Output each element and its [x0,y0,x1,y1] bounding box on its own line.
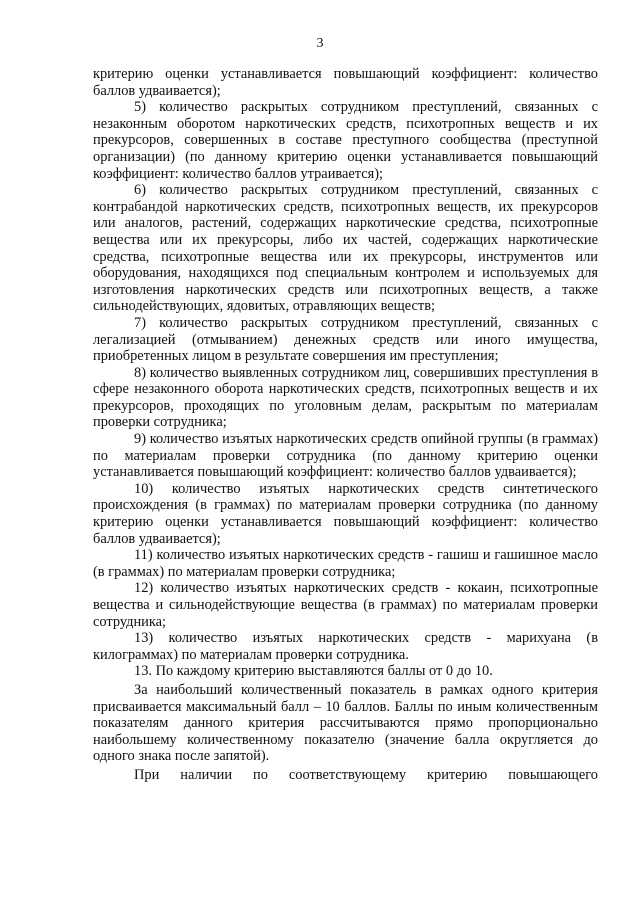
list-item-13: 13) количество изъятых наркотических средств - марихуана (в килограммах) по материалам проверки сотрудника. [93,630,598,663]
list-item-10: 10) количество изъятых наркотических средств синтетического происхождения (в граммах) по материалам проверки сотрудника (по данному критерию оценки устанавливается повышающий коэффициент: количество баллов удваивается); [93,480,598,547]
paragraph-continuation: критерию оценки устанавливается повышающий коэффициент: количество баллов удваивается); [93,66,598,99]
list-item-7: 7) количество раскрытых сотрудником преступлений, связанных с легализацией (отмыванием) денежных средств или иного имущества, приобретенных лицом в результате совершения им преступления; [93,314,598,365]
section-13-heading: 13. По каждому критерию выставляются баллы от 0 до 10. [134,663,493,680]
list-item-11: 11) количество изъятых наркотических средств - гашиш и гашишное масло (в граммах) по материалам проверки сотрудника; [93,547,598,580]
list-item-5: 5) количество раскрытых сотрудником преступлений, связанных с незаконным оборотом наркотических средств, психотропных веществ и их прекурсоров, совершенных в составе преступного сообщества (преступной организации) (по данному критерию оценки устанавливается повышающий коэффициент: количество баллов утраивается); [93,99,598,182]
document-body [93,66,598,784]
paragraph-truncated: При наличии по соответствующему критерию повышающего [134,766,598,783]
list-item-9: 9) количество изъятых наркотических средств опийной группы (в граммах) по материалам проверки сотрудника (по данному критерию оценки устанавливается повышающий коэффициент: количество баллов удваивается); [93,431,598,481]
list-item-12: 12) количество изъятых наркотических средств - кокаин, психотропные вещества и сильнодействующие вещества (в граммах) по материалам проверки сотрудника; [93,580,598,630]
list-item-8: 8) количество выявленных сотрудником лиц, совершивших преступления в сфере незаконного оборота наркотических средств, психотропных веществ и их прекурсоров, проходящих по уголовным делам, раскрытым по материалам проверки сотрудника; [93,364,598,431]
page-number: 3 [316,36,324,51]
list-item-6: 6) количество раскрытых сотрудником преступлений, связанных с контрабандой наркотических средств, психотропных веществ, их прекурсоров или аналогов, растений, содержащих наркотические средства, психотропные вещества или их прекурсоры, либо их частей, содержащих наркотические средства, психотропные вещества или их прекурсоры, инструментов или оборудования, находящихся под специальным контролем и используемых для изготовления наркотических средств или психотропных веществ, а также сильнодействующих, ядовитых, отравляющих веществ; [93,182,598,315]
scoring-paragraph: За наибольший количественный показатель в рамках одного критерия присваивается максимальный балл – 10 баллов. Баллы по иным количественным показателям данного критерия рассчитываются прямо пропорционально наибольшему количественному показателю (значение балла округляется до одного знака после запятой). [93,681,598,765]
